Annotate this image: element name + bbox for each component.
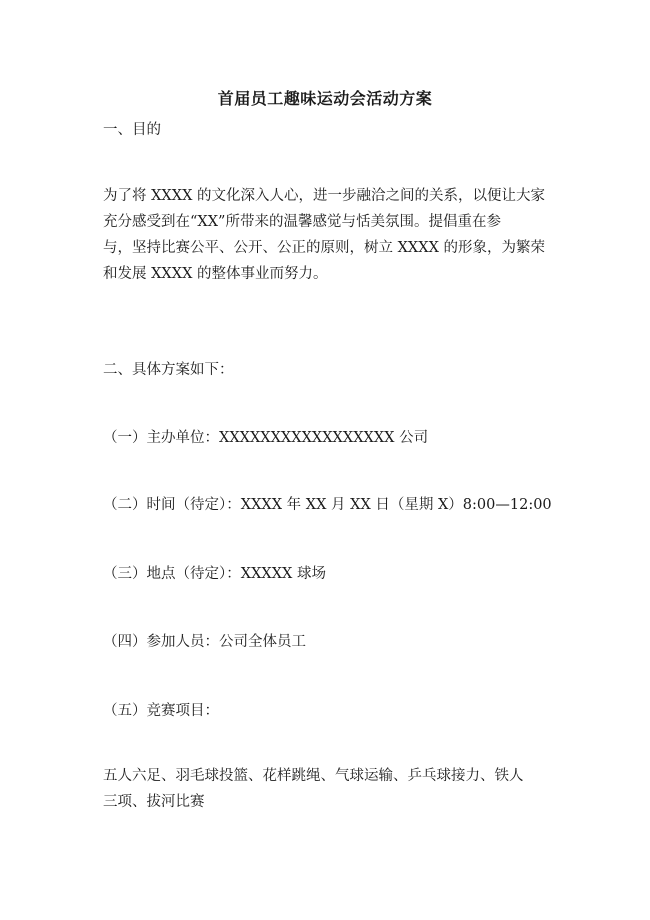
item-location: （三）地点（待定）：XXXXX 球场 [103,566,326,582]
events-paragraph [103,763,548,815]
events-line: 五人六足、羽毛球投篮、花样跳绳、气球运输、乒乓球接力、铁人 [103,768,524,784]
item-events: （五）竞赛项目： [103,703,219,719]
purpose-paragraph [103,183,548,287]
document-title: 首届员工趣味运动会活动方案 [217,89,433,108]
item-organizer: （一）主办单位：XXXXXXXXXXXXXXXXX 公司 [103,430,429,446]
item-time: （二）时间（待定）：XXXX 年 XX 月 XX 日（星期 X）8:00—12:00 [103,497,552,513]
item-participants: （四）参加人员：公司全体员工 [103,634,306,650]
purpose-line: 和发展 XXXX 的整体事业而努力。 [103,266,328,282]
purpose-line: 与，坚持比赛公平、公开、公正的原则，树立 XXXX 的形象，为繁荣 [103,240,546,256]
purpose-line: 为了将 XXXX 的文化深入人心，进一步融洽之间的关系，以便让大家 [103,188,546,204]
section-heading-purpose: 一、目的 [103,122,161,138]
purpose-line: 充分感受到在“XX”所带来的温馨感觉与恬美氛围。提倡重在参 [103,214,501,230]
events-line: 三项、拔河比赛 [103,794,205,810]
section-heading-plan: 二、具体方案如下： [103,362,234,378]
